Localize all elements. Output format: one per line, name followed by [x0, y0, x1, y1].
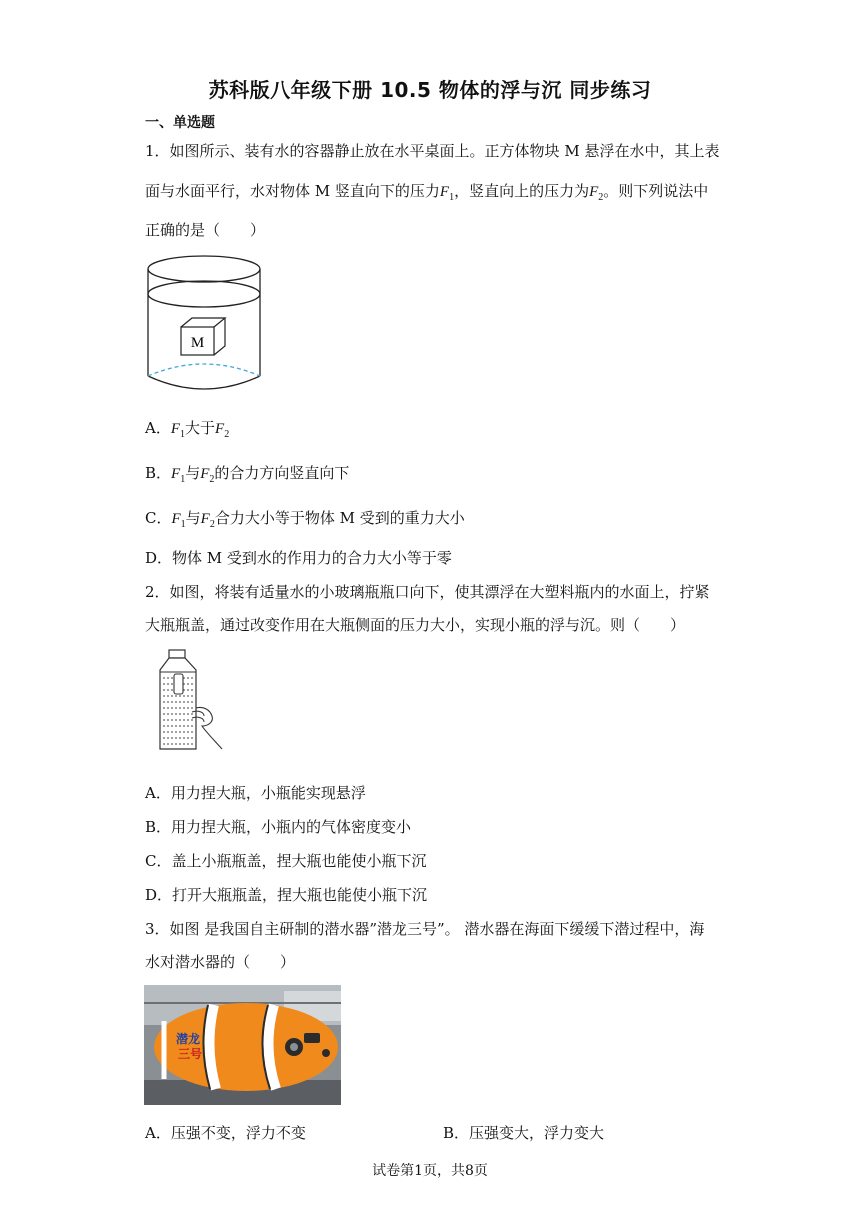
- q1-line-2-text-a: 面与水面平行，水对物体 M 竖直向下的压力: [145, 182, 440, 200]
- q1-option-b[interactable]: B．$F_1$与$F_2$的合力方向竖直向下: [145, 464, 350, 485]
- q2-option-a[interactable]: A．用力捏大瓶，小瓶能实现悬浮: [145, 784, 366, 802]
- page-footer: 试卷第1页，共8页: [372, 1163, 488, 1179]
- q2-option-b[interactable]: B．用力捏大瓶，小瓶内的气体密度变小: [145, 818, 412, 836]
- q1-line-2-text-c: 。则下列说法中: [603, 182, 709, 200]
- q2-option-d[interactable]: D．打开大瓶瓶盖，捏大瓶也能使小瓶下沉: [145, 886, 428, 904]
- small-vial: [174, 674, 183, 694]
- cube-m: [181, 318, 225, 355]
- section-heading: 一、单选题: [145, 115, 215, 131]
- q3-option-b[interactable]: B．压强变大，浮力变大: [443, 1124, 605, 1142]
- sub-name-line-2: 三号: [177, 1047, 203, 1061]
- q3-option-a[interactable]: A．压强不变，浮力不变: [145, 1124, 306, 1142]
- q1-option-a[interactable]: A．$F_1$大于$F_2$: [145, 419, 230, 440]
- cube-label: M: [190, 335, 205, 351]
- q1-line-1: 1．如图所示、装有水的容器静止放在水平桌面上。正方体物块 M 悬浮在水中，其上表: [145, 142, 720, 160]
- q1-option-d[interactable]: D．物体 M 受到水的作用力的合力大小等于零: [145, 549, 452, 567]
- q2-option-c[interactable]: C．盖上小瓶瓶盖，捏大瓶也能使小瓶下沉: [145, 852, 427, 870]
- q1-container-figure: [145, 252, 265, 392]
- q3-line-1: 3．如图 是我国自主研制的潜水器”潜龙三号”。 潜水器在海面下缓缓下潜过程中，海: [145, 920, 705, 938]
- q3-line-2: 水对潜水器的（ ）: [145, 953, 296, 971]
- q1-line-2: [145, 180, 708, 203]
- sub-name-line-1: 潜龙: [175, 1032, 201, 1046]
- q1-option-c[interactable]: C．$F_1$与$F_2$合力大小等于物体 M 受到的重力大小: [145, 509, 465, 530]
- q1-line-2-text-b: ，竖直向上的压力为: [454, 182, 590, 200]
- page-title: 苏科版八年级下册 10.5 物体的浮与沉 同步练习: [208, 78, 652, 102]
- hand-outline: [196, 707, 222, 749]
- q1-line-3: 正确的是（ ）: [145, 221, 266, 239]
- q2-bottle-figure: [152, 648, 232, 754]
- q1-var-f1: $F_1$: [439, 184, 455, 203]
- q2-line-1: 2．如图，将装有适量水的小玻璃瓶瓶口向下，使其漂浮在大塑料瓶内的水面上，拧紧: [145, 583, 710, 601]
- water-bottom-dash: [148, 364, 260, 376]
- q1-var-f2: $F_2$: [589, 184, 604, 203]
- q3-submersible-photo: [144, 985, 341, 1105]
- q2-line-2: 大瓶瓶盖，通过改变作用在大瓶侧面的压力大小，实现小瓶的浮与沉。则（ ）: [145, 616, 686, 634]
